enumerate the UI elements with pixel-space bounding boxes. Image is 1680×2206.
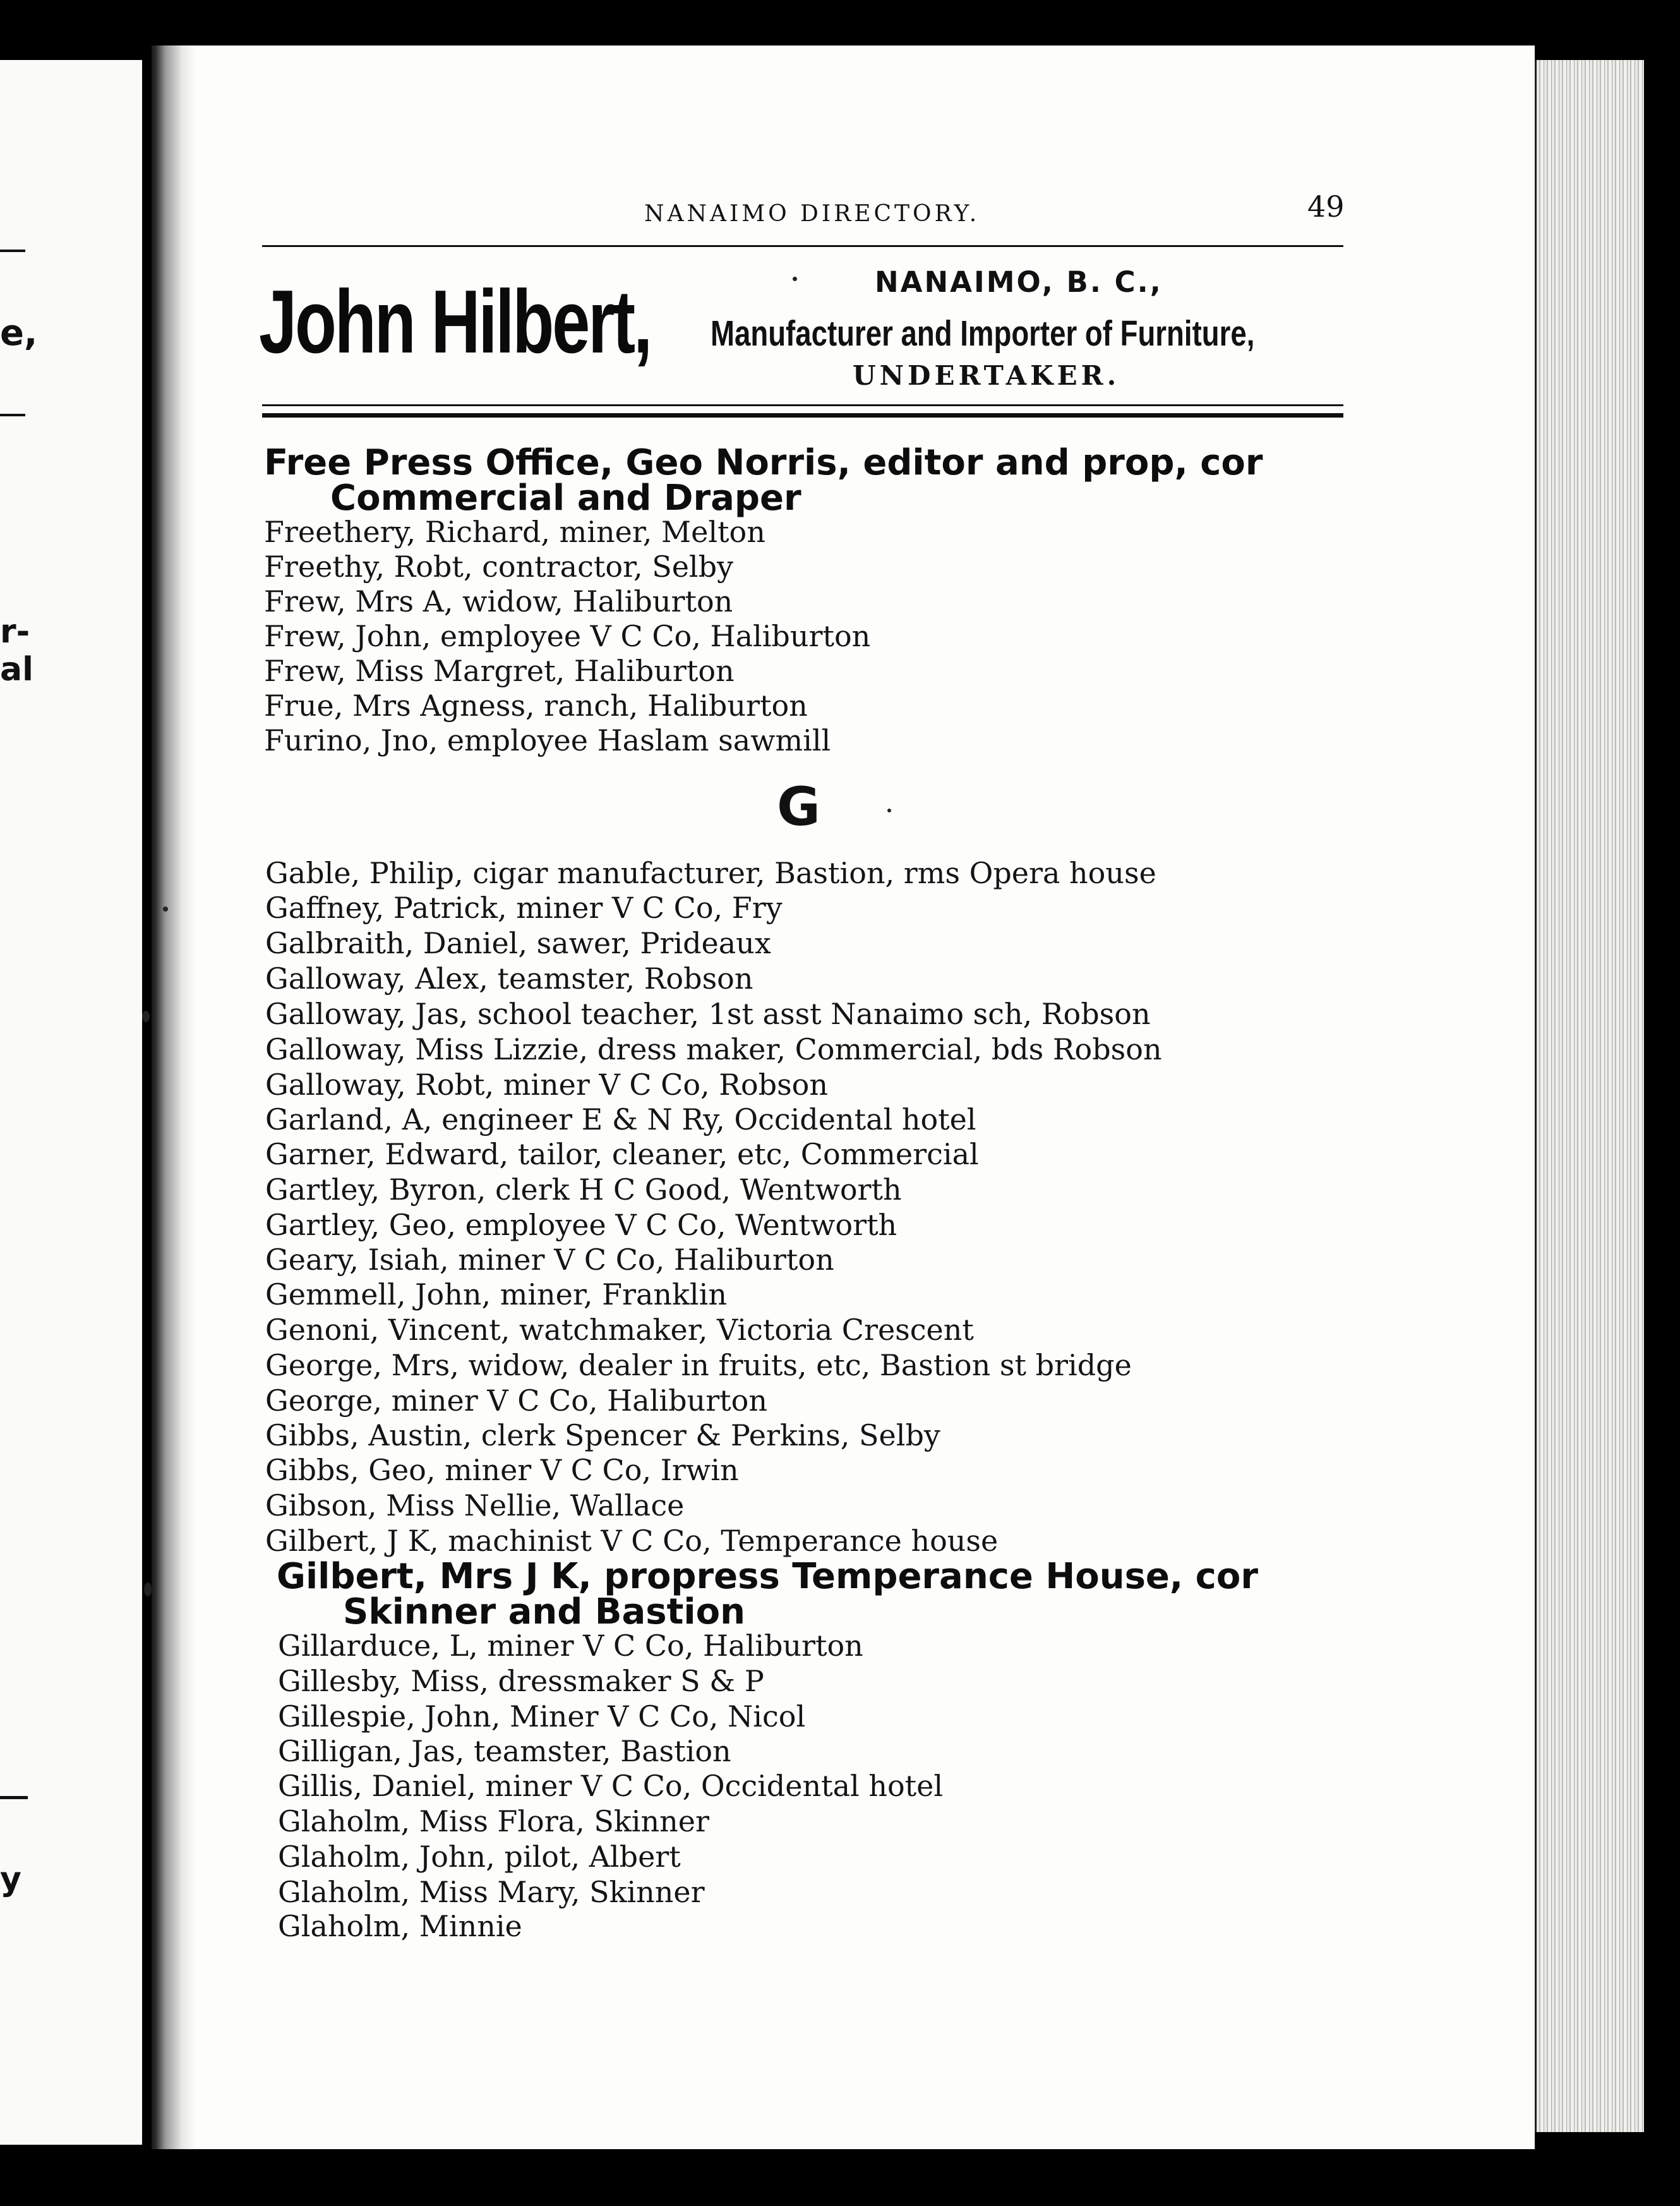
directory-entry: Galloway, Robt, miner V C Co, Robson xyxy=(265,1068,829,1102)
running-head: NANAIMO DIRECTORY. xyxy=(644,201,980,227)
directory-entry: Freethy, Robt, contractor, Selby xyxy=(264,550,734,584)
book-page-edges xyxy=(1535,60,1644,2132)
advertiser-city: NANAIMO, B. C., xyxy=(875,265,1163,299)
directory-entry: Glaholm, John, pilot, Albert xyxy=(278,1840,681,1874)
bold-listing-continuation: Commercial and Draper xyxy=(330,478,801,519)
directory-entry: Gibson, Miss Nellie, Wallace xyxy=(265,1488,685,1522)
directory-entry: Genoni, Vincent, watchmaker, Victoria Crescent xyxy=(265,1313,974,1347)
facing-page-fragment: r- xyxy=(0,613,30,651)
advert-rule-thick xyxy=(262,413,1343,418)
directory-entry: Gaffney, Patrick, miner V C Co, Fry xyxy=(265,891,783,925)
print-speck xyxy=(144,1582,152,1596)
directory-entry: Gartley, Geo, employee V C Co, Wentworth xyxy=(265,1208,897,1242)
bold-listing-line: Free Press Office, Geo Norris, editor and prop, cor xyxy=(264,442,1263,483)
directory-entry: Gartley, Byron, clerk H C Good, Wentworth xyxy=(265,1172,902,1207)
bold-listing xyxy=(277,1556,1360,1632)
directory-entry: Gillarduce, L, miner V C Co, Haliburton xyxy=(278,1629,863,1663)
print-speck xyxy=(163,907,168,912)
header-rule xyxy=(262,245,1343,247)
facing-page-fragment: e, xyxy=(0,313,38,354)
directory-entry: Garland, A, engineer E & N Ry, Occidental hotel xyxy=(265,1102,976,1136)
directory-entry: Galbraith, Daniel, sawer, Prideaux xyxy=(265,926,771,960)
directory-entry: Gilbert, J K, machinist V C Co, Temperance house xyxy=(265,1524,999,1558)
section-letter: G xyxy=(777,776,820,838)
directory-entry: Gibbs, Austin, clerk Spencer & Perkins, Selby xyxy=(265,1418,940,1452)
directory-entry: Frue, Mrs Agness, ranch, Haliburton xyxy=(264,689,808,723)
directory-entry: Gillesby, Miss, dressmaker S & P xyxy=(278,1664,764,1698)
spine-shadow xyxy=(152,45,196,2149)
directory-entry: Frew, Mrs A, widow, Haliburton xyxy=(264,584,733,618)
directory-entry: Garner, Edward, tailor, cleaner, etc, Commercial xyxy=(265,1137,979,1171)
facing-page-rule xyxy=(0,1796,28,1799)
advertiser-trade: UNDERTAKER. xyxy=(853,360,1120,391)
directory-entry: Glaholm, Minnie xyxy=(278,1909,522,1943)
advertiser-business: Manufacturer and Importer of Furniture, xyxy=(711,313,1255,354)
facing-page-rule xyxy=(0,414,25,416)
directory-entry: George, Mrs, widow, dealer in fruits, etc, Bastion st bridge xyxy=(265,1348,1132,1382)
directory-entry: Glaholm, Miss Mary, Skinner xyxy=(278,1875,705,1909)
facing-page-fragment: y xyxy=(0,1860,21,1898)
directory-entry: Gemmell, John, miner, Franklin xyxy=(265,1277,727,1311)
facing-page-fragment: al xyxy=(0,651,33,689)
directory-entry: Glaholm, Miss Flora, Skinner xyxy=(278,1804,709,1838)
advert-rule xyxy=(262,404,1343,406)
bold-listing-line: Gilbert, Mrs J K, propress Temperance House, cor xyxy=(277,1556,1258,1597)
directory-entry: Geary, Isiah, miner V C Co, Haliburton xyxy=(265,1243,834,1277)
directory-entry: George, miner V C Co, Haliburton xyxy=(265,1383,767,1418)
directory-entry: Gillespie, John, Miner V C Co, Nicol xyxy=(278,1699,806,1733)
directory-entry: Freethery, Richard, miner, Melton xyxy=(264,515,765,549)
print-speck xyxy=(142,1011,150,1022)
directory-entry: Frew, John, employee V C Co, Haliburton xyxy=(264,619,871,653)
directory-entry: Galloway, Alex, teamster, Robson xyxy=(265,961,753,996)
directory-entry: Gilligan, Jas, teamster, Bastion xyxy=(278,1734,731,1768)
directory-entry: Gable, Philip, cigar manufacturer, Bastion, rms Opera house xyxy=(265,856,1156,890)
directory-entry: Galloway, Jas, school teacher, 1st asst Nanaimo sch, Robson xyxy=(265,997,1151,1031)
page-number: 49 xyxy=(1307,190,1345,224)
directory-entry: Frew, Miss Margret, Haliburton xyxy=(264,654,735,688)
print-speck xyxy=(793,277,797,281)
bold-listing xyxy=(264,442,1357,519)
directory-entry: Gillis, Daniel, miner V C Co, Occidental hotel xyxy=(278,1769,944,1803)
facing-page-edge xyxy=(0,60,142,2145)
advertiser-name: John Hilbert, xyxy=(259,272,651,372)
bold-listing-continuation: Skinner and Bastion xyxy=(343,1591,745,1632)
print-speck xyxy=(887,809,891,812)
directory-entry: Galloway, Miss Lizzie, dress maker, Commercial, bds Robson xyxy=(265,1032,1162,1066)
directory-entry: Furino, Jno, employee Haslam sawmill xyxy=(264,723,831,757)
directory-entry: Gibbs, Geo, miner V C Co, Irwin xyxy=(265,1453,739,1487)
facing-page-rule xyxy=(0,250,25,252)
